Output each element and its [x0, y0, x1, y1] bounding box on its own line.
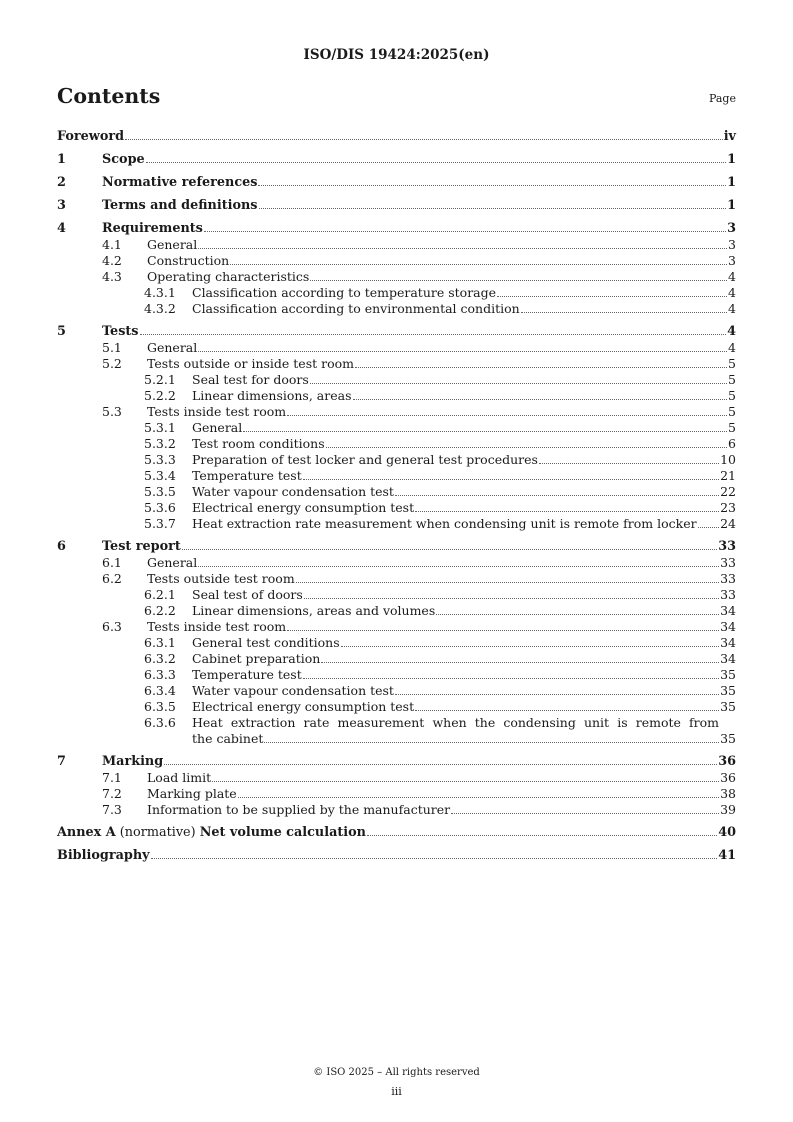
- toc-entry-title: Cabinet preparation: [192, 651, 321, 666]
- toc-entry-number: 1: [57, 152, 66, 167]
- toc-entry-page: 41: [718, 848, 736, 863]
- toc-entry[interactable]: [57, 356, 736, 372]
- dot-leader: [395, 694, 719, 695]
- toc-entry-page: 6: [728, 436, 736, 451]
- dot-leader: [326, 447, 727, 448]
- toc-entry-number: 6.2.1: [144, 587, 176, 602]
- toc-entry-number: 5.2: [102, 356, 122, 371]
- toc-entry-page: 34: [720, 619, 736, 634]
- toc-entry-number: 7.3: [102, 802, 122, 817]
- toc-entry-page: 35: [720, 683, 736, 698]
- toc-entry-page: 3: [728, 237, 736, 252]
- toc-entry-title: Marking: [102, 754, 164, 769]
- toc-entry-title: Construction: [147, 253, 230, 268]
- toc-entry[interactable]: [57, 452, 736, 468]
- dot-leader: [125, 139, 723, 140]
- copyright-notice: © ISO 2025 – All rights reserved: [313, 1067, 480, 1078]
- dot-leader: [304, 598, 719, 599]
- toc-entry-title: Scope: [102, 152, 145, 167]
- toc-entry-page: 34: [720, 651, 736, 666]
- toc-annex-title: [57, 825, 366, 841]
- toc-entry-page: 3: [728, 253, 736, 268]
- toc-entry-title: Electrical energy consumption test: [192, 699, 415, 714]
- toc-entry-page: 4: [728, 301, 736, 316]
- toc-entry-page: 1: [727, 152, 736, 167]
- toc-entry-page: 24: [720, 516, 736, 531]
- toc-clause-entry[interactable]: [57, 175, 736, 191]
- toc-entry-number: 5.3.6: [144, 500, 176, 515]
- toc-entry-number: 6.3.6: [144, 715, 176, 730]
- toc-entry-title: Linear dimensions, areas: [192, 388, 352, 403]
- dot-leader: [353, 399, 728, 400]
- toc-entry-title: Tests inside test room: [147, 619, 287, 634]
- dot-leader: [415, 511, 719, 512]
- toc-entry-number: 6.3.5: [144, 699, 176, 714]
- toc-entry-title: Requirements: [102, 221, 203, 236]
- toc-clause-entry[interactable]: [57, 324, 736, 340]
- toc-entry-page: 5: [728, 372, 736, 387]
- dot-leader: [140, 334, 727, 335]
- toc-entry[interactable]: [57, 651, 736, 667]
- toc-entry[interactable]: [57, 237, 736, 253]
- dot-leader: [151, 858, 718, 859]
- toc-entry-page: 10: [720, 452, 736, 467]
- toc-entry-title: General: [147, 555, 198, 570]
- toc-entry-title: General: [147, 340, 198, 355]
- toc-entry[interactable]: [57, 436, 736, 452]
- toc-entry-title: Heat extraction rate measurement when condensing unit is remote from locker: [192, 516, 697, 531]
- annex-title: Net volume calculation: [199, 825, 366, 840]
- toc-entry-number: 6.3.4: [144, 683, 176, 698]
- dot-leader: [321, 662, 719, 663]
- toc-entry-number: 4.3.1: [144, 285, 176, 300]
- toc-entry-title: Tests outside or inside test room: [147, 356, 354, 371]
- toc-entry-number: 6.3.3: [144, 667, 176, 682]
- toc-entry-number: 6.3: [102, 619, 122, 634]
- toc-entry-number: 5.3.7: [144, 516, 176, 531]
- toc-entry-title-continued: the cabinet: [192, 731, 264, 746]
- toc-entry-title: Classification according to environmental condition: [192, 301, 520, 316]
- toc-entry-page: 35: [720, 667, 736, 682]
- toc-entry-page: 34: [720, 603, 736, 618]
- toc-clause-entry[interactable]: [57, 754, 736, 770]
- toc-entry[interactable]: [57, 340, 736, 356]
- toc-entry-number: 4.3.2: [144, 301, 176, 316]
- toc-entry[interactable]: [57, 301, 736, 317]
- dot-leader: [415, 710, 719, 711]
- toc-entry-page: 23: [720, 500, 736, 515]
- toc-entry-number: 4.3: [102, 269, 122, 284]
- dot-leader: [451, 813, 719, 814]
- dot-leader: [310, 280, 727, 281]
- dot-leader: [198, 351, 727, 352]
- toc-entry-number: 5.2.2: [144, 388, 176, 403]
- toc-entry-number: 5.3.2: [144, 436, 176, 451]
- toc-entry-number: 7.1: [102, 770, 122, 785]
- toc-entry[interactable]: [57, 619, 736, 635]
- toc-entry-page: 1: [727, 198, 736, 213]
- toc-entry-page: 36: [718, 754, 736, 769]
- toc-entry-number: 4.2: [102, 253, 122, 268]
- toc-entry-number: 6.1: [102, 555, 122, 570]
- toc-entry-title: Marking plate: [147, 786, 237, 801]
- toc-entry[interactable]: [57, 715, 736, 747]
- dot-leader: [310, 383, 727, 384]
- toc-entry-page: 35: [720, 699, 736, 714]
- toc-entry-number: 5.3: [102, 404, 122, 419]
- toc-entry-page: 5: [728, 356, 736, 371]
- page-number: iii: [391, 1085, 402, 1098]
- toc-entry-number: 5.1: [102, 340, 122, 355]
- dot-leader: [497, 296, 727, 297]
- toc-entry-page: 39: [720, 802, 736, 817]
- toc-entry-page: 4: [728, 340, 736, 355]
- page-column-label: Page: [708, 92, 736, 105]
- dot-leader: [287, 415, 727, 416]
- toc-entry[interactable]: [57, 285, 736, 301]
- dot-leader: [198, 566, 719, 567]
- document-id-header: ISO/DIS 19424:2025(en): [303, 47, 490, 63]
- toc-entry[interactable]: [57, 404, 736, 420]
- dot-leader: [212, 781, 719, 782]
- toc-entry-page: 40: [718, 825, 736, 840]
- toc-entry-number: 6.3.2: [144, 651, 176, 666]
- dot-leader: [238, 797, 719, 798]
- toc-entry-page: 21: [720, 468, 736, 483]
- annex-type: (normative): [115, 825, 200, 840]
- dot-leader: [264, 742, 719, 743]
- toc-entry-title: Temperature test: [192, 468, 302, 483]
- toc-entry-page: 4: [727, 324, 736, 339]
- toc-entry-title: Tests outside test room: [147, 571, 295, 586]
- toc-entry-title: Classification according to temperature storage: [192, 285, 497, 300]
- toc-entry-number: 5.3.5: [144, 484, 176, 499]
- toc-entry-title: Water vapour condensation test: [192, 484, 394, 499]
- toc-entry-number: 2: [57, 175, 66, 190]
- dot-leader: [539, 463, 719, 464]
- toc-entry-title: Load limit: [147, 770, 212, 785]
- toc-entry-title: Seal test for doors: [192, 372, 309, 387]
- toc-entry-page: 5: [728, 404, 736, 419]
- toc-entry-title: Test report: [102, 539, 181, 554]
- toc-entry-number: 3: [57, 198, 66, 213]
- dot-leader: [303, 479, 719, 480]
- toc-entry-title: Tests inside test room: [147, 404, 287, 419]
- annex-label: Annex A: [57, 825, 116, 840]
- dot-leader: [395, 495, 719, 496]
- toc-entry-number: 7.2: [102, 786, 122, 801]
- toc-entry-title: Temperature test: [192, 667, 302, 682]
- toc-entry[interactable]: [57, 468, 736, 484]
- toc-entry-title: Seal test of doors: [192, 587, 303, 602]
- toc-entry[interactable]: [57, 420, 736, 436]
- dot-leader: [204, 231, 726, 232]
- toc-entry-number: 4: [57, 221, 66, 236]
- contents-heading: Contents: [57, 84, 161, 108]
- toc-clause-entry[interactable]: [57, 198, 736, 214]
- toc-entry-title: Bibliography: [57, 848, 150, 863]
- toc-entry[interactable]: [57, 571, 736, 587]
- toc-entry[interactable]: [57, 786, 736, 802]
- dot-leader: [296, 582, 719, 583]
- toc-entry-title: Linear dimensions, areas and volumes: [192, 603, 436, 618]
- dot-leader: [146, 162, 726, 163]
- toc-entry-page: 33: [720, 571, 736, 586]
- toc-entry-title: Test room conditions: [192, 436, 325, 451]
- dot-leader: [182, 549, 717, 550]
- toc-entry-number: 6: [57, 539, 66, 554]
- dot-leader: [243, 431, 727, 432]
- toc-entry-page: 33: [720, 555, 736, 570]
- toc-entry-title: General: [192, 420, 243, 435]
- toc-entry-title: Electrical energy consumption test: [192, 500, 415, 515]
- toc-entry-title: Foreword: [57, 129, 125, 144]
- toc-clause-entry[interactable]: [57, 221, 736, 237]
- toc-entry[interactable]: [57, 635, 736, 651]
- toc-entry-page: 36: [720, 770, 736, 785]
- dot-leader: [287, 630, 719, 631]
- toc-entry-page: 3: [727, 221, 736, 236]
- toc-entry-page: 5: [728, 420, 736, 435]
- toc-entry-page: iv: [723, 129, 736, 144]
- toc-entry-page: 4: [728, 269, 736, 284]
- toc-entry-title: Tests: [102, 324, 139, 339]
- toc-entry-number: 6.2: [102, 571, 122, 586]
- toc-entry[interactable]: [57, 484, 736, 500]
- toc-entry-number: 5.3.3: [144, 452, 176, 467]
- toc-clause-entry[interactable]: [57, 848, 736, 864]
- toc-clause-entry[interactable]: [57, 539, 736, 555]
- toc-entry-page: 34: [720, 635, 736, 650]
- dot-leader: [698, 527, 720, 528]
- toc-entry-number: 6.2.2: [144, 603, 176, 618]
- toc-entry-page: 1: [727, 175, 736, 190]
- dot-leader: [259, 208, 727, 209]
- dot-leader: [341, 646, 719, 647]
- toc-entry-page: 33: [718, 539, 736, 554]
- toc-entry-title: Operating characteristics: [147, 269, 310, 284]
- toc-entry-title: Terms and definitions: [102, 198, 258, 213]
- toc-entry-number: 5: [57, 324, 66, 339]
- toc-entry[interactable]: [57, 587, 736, 603]
- toc-entry-number: 5.3.1: [144, 420, 176, 435]
- toc-entry-page: 33: [720, 587, 736, 602]
- toc-entry-title: Heat extraction rate measurement when the condensing unit is remote from: [192, 715, 719, 730]
- toc-entry[interactable]: [57, 388, 736, 404]
- toc-entry-number: 5.2.1: [144, 372, 176, 387]
- toc-entry[interactable]: [57, 770, 736, 786]
- dot-leader: [521, 312, 727, 313]
- toc-entry-page: 35: [720, 731, 736, 746]
- toc-entry-title: Preparation of test locker and general test procedures: [192, 452, 538, 467]
- toc-entry[interactable]: [57, 667, 736, 683]
- dot-leader: [258, 185, 726, 186]
- dot-leader: [230, 264, 727, 265]
- dot-leader: [367, 835, 717, 836]
- toc-clause-entry[interactable]: [57, 825, 736, 841]
- dot-leader: [355, 367, 727, 368]
- toc-entry-page: 22: [720, 484, 736, 499]
- toc-entry-title: General: [147, 237, 198, 252]
- toc-entry-page: 38: [720, 786, 736, 801]
- toc-entry[interactable]: [57, 516, 736, 532]
- toc-entry[interactable]: [57, 555, 736, 571]
- toc-entry[interactable]: [57, 253, 736, 269]
- dot-leader: [436, 614, 719, 615]
- toc-entry[interactable]: [57, 372, 736, 388]
- toc-entry-title: Information to be supplied by the manufacturer: [147, 802, 451, 817]
- dot-leader: [164, 764, 717, 765]
- toc-entry-page: 4: [728, 285, 736, 300]
- dot-leader: [303, 678, 719, 679]
- toc-entry-number: 4.1: [102, 237, 122, 252]
- table-of-contents: [57, 129, 736, 864]
- toc-entry-number: 6.3.1: [144, 635, 176, 650]
- toc-entry[interactable]: [57, 802, 736, 818]
- toc-entry-title: General test conditions: [192, 635, 340, 650]
- toc-entry-title: Water vapour condensation test: [192, 683, 394, 698]
- toc-entry[interactable]: [57, 500, 736, 516]
- toc-entry-number: 5.3.4: [144, 468, 176, 483]
- toc-entry[interactable]: [57, 699, 736, 715]
- toc-entry[interactable]: [57, 683, 736, 699]
- toc-clause-entry[interactable]: [57, 129, 736, 145]
- toc-entry-page: 5: [728, 388, 736, 403]
- dot-leader: [198, 248, 727, 249]
- toc-entry[interactable]: [57, 603, 736, 619]
- toc-entry-title: Normative references: [102, 175, 258, 190]
- toc-entry[interactable]: [57, 269, 736, 285]
- toc-entry-number: 7: [57, 754, 66, 769]
- toc-clause-entry[interactable]: [57, 152, 736, 168]
